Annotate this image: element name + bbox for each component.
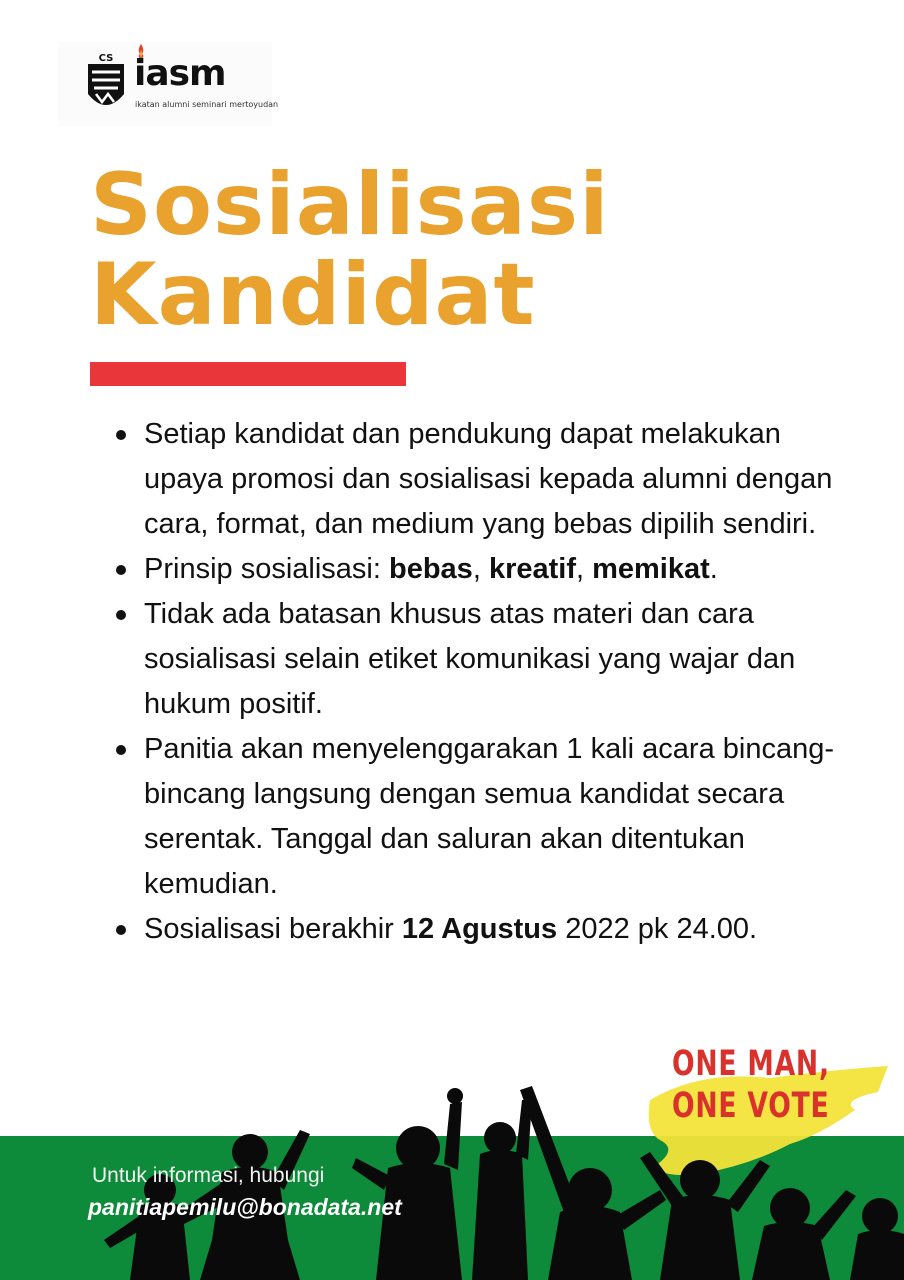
contact-label: Untuk informasi, hubungi — [92, 1164, 325, 1187]
logo-name: iasm — [134, 53, 226, 94]
emphasis-text: memikat — [592, 553, 710, 585]
list-item — [106, 592, 846, 727]
body-text: Sosialisasi berakhir — [144, 913, 402, 945]
contact-email[interactable]: panitiapemilu@bonadata.net — [88, 1194, 402, 1220]
title-line-1: Sosialisasi — [90, 155, 610, 255]
body-text: 2022 pk 24.00. — [557, 913, 758, 945]
body-text: Panitia akan menyelenggarakan 1 kali acara bincang-bincang langsung dengan semua kandidat secara serentak. Tanggal dan saluran akan ditentukan kemudian. — [144, 733, 834, 900]
crest-icon — [84, 50, 128, 116]
body-text: Tidak ada batasan khusus atas materi dan cara sosialisasi selain etiket komunikasi yang wajar dan hukum positif. — [144, 598, 796, 720]
crest-text: CS — [98, 53, 114, 64]
rules-list — [106, 412, 846, 952]
emphasis-text: 12 Agustus — [401, 913, 558, 945]
list-item — [106, 727, 846, 907]
body-text: , — [575, 553, 593, 585]
emphasis-text: bebas — [388, 553, 473, 585]
logo-subtitle: ikatan alumni seminari mertoyudan — [135, 100, 279, 109]
list-item — [106, 412, 846, 547]
page-title — [90, 155, 610, 345]
list-item — [106, 907, 846, 952]
body-text: Prinsip sosialisasi: — [144, 553, 389, 585]
logo — [58, 42, 279, 126]
body-text: . — [709, 553, 718, 585]
emphasis-text: kreatif — [488, 553, 576, 585]
title-line-2: Kandidat — [90, 245, 536, 345]
body-text: Setiap kandidat dan pendukung dapat melakukan upaya promosi dan sosialisasi kepada alumni dengan cara, format, dan medium yang bebas dipilih sendiri. — [144, 418, 833, 540]
slogan-line-1: ONE MAN, — [672, 1044, 830, 1084]
crowd-silhouette — [0, 1040, 904, 1280]
accent-divider — [90, 362, 406, 386]
list-item — [106, 547, 846, 592]
slogan-line-2: ONE VOTE — [672, 1086, 830, 1126]
body-text: , — [472, 553, 489, 585]
